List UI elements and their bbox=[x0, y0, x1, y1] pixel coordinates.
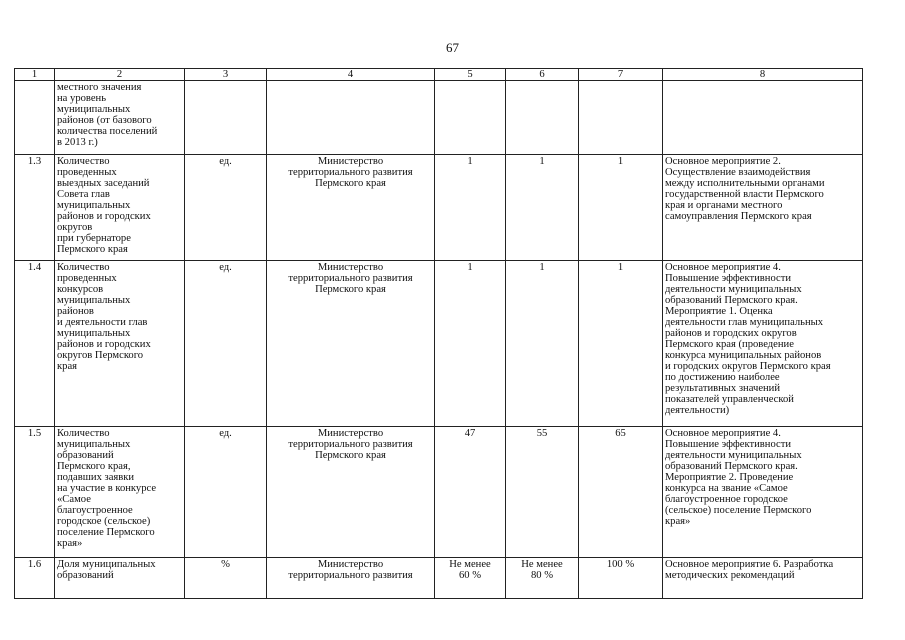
unit-cell bbox=[185, 81, 267, 155]
header-cell: 6 bbox=[506, 69, 579, 81]
page-number: 67 bbox=[446, 40, 459, 55]
header-cell: 5 bbox=[435, 69, 506, 81]
value-cell: 1 bbox=[435, 261, 506, 427]
measure-cell: Основное мероприятие 6. Разработка методических рекомендаций bbox=[663, 558, 863, 599]
responsible-cell: Министерство территориального развития Пермского края bbox=[267, 427, 435, 558]
table-row bbox=[15, 81, 863, 155]
value-cell: 1 bbox=[435, 155, 506, 261]
value-cell bbox=[579, 81, 663, 155]
value-cell: 1 bbox=[506, 155, 579, 261]
unit-cell: % bbox=[185, 558, 267, 599]
value-cell: 1 bbox=[579, 155, 663, 261]
responsible-cell: Министерство территориального развития bbox=[267, 558, 435, 599]
table-row bbox=[15, 427, 863, 558]
value-cell: 1 bbox=[579, 261, 663, 427]
measure-cell: Основное мероприятие 4. Повышение эффективности деятельности муниципальных образований Пермского края. Мероприятие 1. Оценка деятельности глав муниципальных районов и городских округов Пермского края (проведение конкурса муниципальных районов и городских округов Пермского края по достижению наиболее результативных значений показателей управленческой деятельности) bbox=[663, 261, 863, 427]
indicators-table bbox=[14, 68, 863, 599]
header-cell: 7 bbox=[579, 69, 663, 81]
unit-cell: ед. bbox=[185, 427, 267, 558]
value-cell bbox=[506, 81, 579, 155]
unit-cell: ед. bbox=[185, 261, 267, 427]
indicator-cell: Количество проведенных выездных заседаний Совета глав муниципальных районов и городских округов при губернаторе Пермского края bbox=[55, 155, 185, 261]
header-cell: 8 bbox=[663, 69, 863, 81]
responsible-cell bbox=[267, 81, 435, 155]
value-cell: 1 bbox=[506, 261, 579, 427]
measure-cell: Основное мероприятие 2. Осуществление взаимодействия между исполнительными органами государственной власти Пермского края и органами местного самоуправления Пермского края bbox=[663, 155, 863, 261]
row-number-cell: 1.3 bbox=[15, 155, 55, 261]
value-cell: 47 bbox=[435, 427, 506, 558]
header-cell: 4 bbox=[267, 69, 435, 81]
row-number-cell: 1.4 bbox=[15, 261, 55, 427]
header-cell: 1 bbox=[15, 69, 55, 81]
measure-cell: Основное мероприятие 4. Повышение эффективности деятельности муниципальных образований Пермского края. Мероприятие 2. Проведение конкурса на звание «Самое благоустроенное городское (сельское) поселение Пермского края» bbox=[663, 427, 863, 558]
header-row bbox=[15, 69, 863, 81]
indicator-cell: местного значения на уровень муниципальных районов (от базового количества поселений в 2013 г.) bbox=[55, 81, 185, 155]
value-cell: 65 bbox=[579, 427, 663, 558]
table-row bbox=[15, 261, 863, 427]
row-number-cell: 1.5 bbox=[15, 427, 55, 558]
responsible-cell: Министерство территориального развития Пермского края bbox=[267, 155, 435, 261]
measure-cell bbox=[663, 81, 863, 155]
table-row bbox=[15, 558, 863, 599]
header-cell: 3 bbox=[185, 69, 267, 81]
table-row bbox=[15, 155, 863, 261]
row-number-cell: 1.6 bbox=[15, 558, 55, 599]
value-cell: Не менее 60 % bbox=[435, 558, 506, 599]
value-cell: 55 bbox=[506, 427, 579, 558]
row-number-cell bbox=[15, 81, 55, 155]
value-cell: Не менее 80 % bbox=[506, 558, 579, 599]
indicator-cell: Количество проведенных конкурсов муниципальных районов и деятельности глав муниципальных районов и городских округов Пермского края bbox=[55, 261, 185, 427]
unit-cell: ед. bbox=[185, 155, 267, 261]
indicator-cell: Доля муниципальных образований bbox=[55, 558, 185, 599]
responsible-cell: Министерство территориального развития Пермского края bbox=[267, 261, 435, 427]
value-cell: 100 % bbox=[579, 558, 663, 599]
header-cell: 2 bbox=[55, 69, 185, 81]
indicator-cell: Количество муниципальных образований Пермского края, подавших заявки на участие в конкурсе «Самое благоустроенное городское (сельское) поселение Пермского края» bbox=[55, 427, 185, 558]
value-cell bbox=[435, 81, 506, 155]
